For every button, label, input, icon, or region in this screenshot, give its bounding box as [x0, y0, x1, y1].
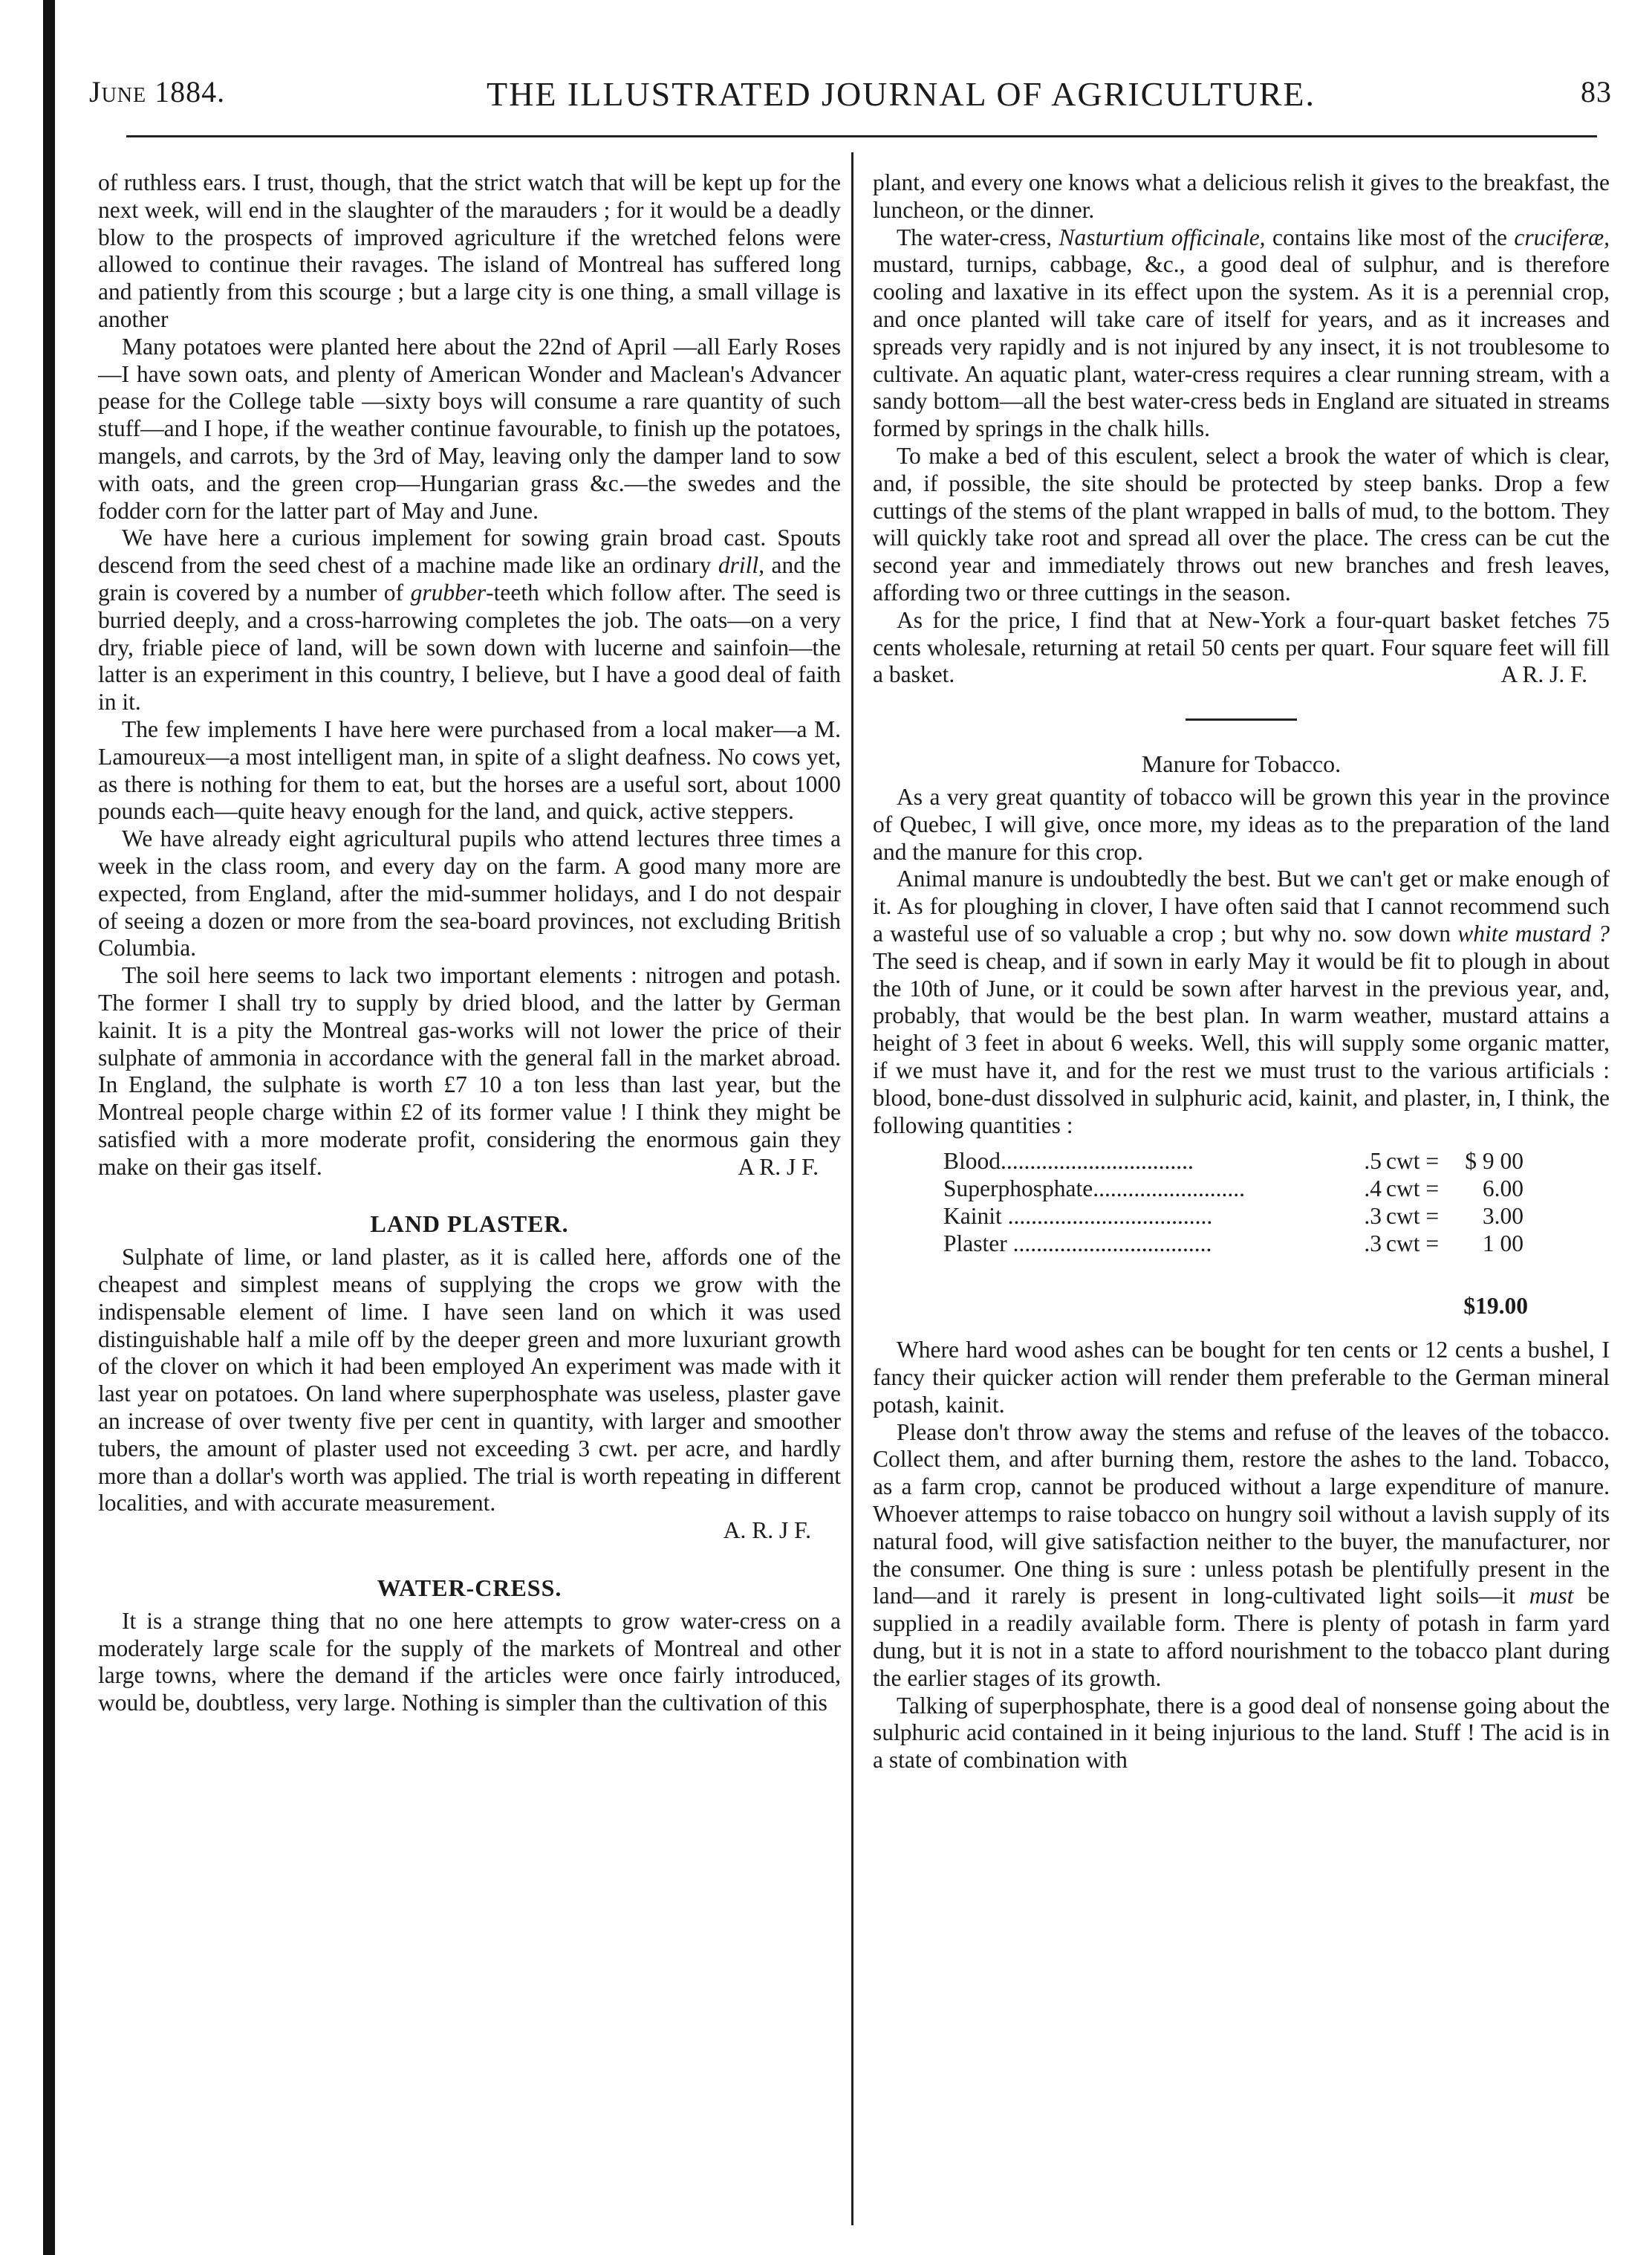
paragraph: Many potatoes were planted here about the 22nd of April —all Early Roses—I have sown oats, and plenty of American Wonder and Maclean's Advancer pease for the College table —sixty boys will consume a rare quantity of such stuff—and I hope, if the weather continue favourable, to finish up the potatoes, mangels, and carrots, by the 3rd of May, leaving only the damper land to sow with oats, and the green crop—Hungarian grass &c.—the swedes and the fodder corn for the latter part of May and June.	[98, 333, 841, 524]
paragraph: Where hard wood ashes can be bought for ten cents or 12 cents a bushel, I fancy their quicker action will render them preferable to the German mineral potash, kainit.	[873, 1337, 1610, 1418]
table-cell-price: 6.00	[1482, 1175, 1523, 1202]
table-cell-qty: .3	[1364, 1230, 1382, 1256]
table-cell-price: 1 00	[1482, 1230, 1523, 1256]
italic-text: cruciferæ,	[1514, 224, 1610, 250]
paragraph: As a very great quantity of tobacco will be grown this year in the province of Quebec, I will give, once more, my ideas as to the preparation of the land and the manure for this crop.	[873, 783, 1610, 865]
paragraph: The few implements I have here were purchased from a local maker—a M. Lamoureux—a most intelligent man, in spite of a slight deafness. No cows yet, as there is nothing for them to eat, but the horses are a useful sort, about 1000 pounds each—quite heavy enough for the land, and quick, active steppers.	[98, 716, 841, 825]
table-cell-item: Superphosphate..........................	[943, 1175, 1245, 1202]
paragraph: Animal manure is undoubtedly the best. But we can't get or make enough of it. As for ploughing in clover, I have often said that I cannot recommend such a wasteful use of so valuable a crop ; but why no. sow down white mustard ? The seed is cheap, and if sown in early May it would be fit to plough in about the 10th of June, or it could be sown after harvest in the previous year, and, probably, that would be the best plan. In warm weather, mustard attains a height of 3 feet in about 6 weeks. Well, this will supply some organic matter, if we must have it, and for the rest we must trust to the various artificials : blood, bone-dust dissolved in sulphuric acid, kainit, and plaster, in, I think, the following quantities :	[873, 866, 1610, 1138]
paragraph: Sulphate of lime, or land plaster, as it is called here, affords one of the cheapest and simplest means of supplying the crops we grow with the indispensable element of lime. I have seen land on which it was used distinguishable half a mile off by the deeper green and more luxuriant growth of the clover on which it had been employed An experiment was made with it last year on potatoes. On land where superphosphate was useless, plaster gave an increase of over twenty five per cent in quantity, with larger and smoother tubers, the amount of plaster used not exceeding 3 cwt. per acre, and hardly more than a dollar's worth was applied. The trial is worth repeating in different localities, and with accurate measurement.	[98, 1244, 841, 1516]
table-cell-price: $ 9 00	[1465, 1148, 1523, 1175]
paragraph: As for the price, I find that at New-York a four-quart basket fetches 75 cents wholesale, returning at retail 50 cents per quart. Four square feet will fill a basket. A R. J. F.	[873, 606, 1610, 688]
paragraph: of ruthless ears. I trust, though, that the strict watch that will be kept up for the next week, will end in the slaughter of the marauders ; for it would be a deadly blow to the prospects of improved agriculture if the wretched felons were allowed to continue their ravages. The island of Montreal has suffered long and patiently from this scourge ; but a large city is one thing, a small village is another	[98, 169, 841, 332]
fertilizer-cost-table	[943, 1148, 1523, 1257]
italic-text: drill,	[718, 552, 764, 579]
paragraph: Please don't throw away the stems and refuse of the leaves of the tobacco. Collect them, and after burning them, restore the ashes to the land. Tobacco, as a farm crop, cannot be produced without a large expenditure of manure. Whoever attemps to raise tobacco on hungry soil without a lavish supply of its natural food, will give satisfaction neither to the buyer, the manufacturer, nor the consumer. One thing is sure : unless potash be plentifully present in the land—and it rarely is present in long-cultivated light soils—it must be supplied in a readily available form. There is plenty of potash in farm yard dung, but it is not in a state to afford nourishment to the tobacco plant during the earlier stages of its growth.	[873, 1418, 1610, 1691]
italic-text: must	[1529, 1583, 1574, 1609]
paragraph: plant, and every one knows what a delicious relish it gives to the breakfast, the luncheon, or the dinner.	[873, 169, 1610, 223]
section-title-water-cress: WATER-CRESS.	[377, 1574, 562, 1602]
section-divider	[1186, 718, 1297, 721]
header-divider	[126, 135, 1597, 137]
table-cell-unit: cwt =	[1386, 1230, 1440, 1256]
column-divider	[851, 152, 853, 2225]
italic-text: white mustard ?	[1457, 920, 1610, 947]
left-column	[98, 169, 841, 1717]
italic-text: grubber	[410, 579, 487, 606]
table-row	[943, 1203, 1523, 1230]
table-cell-qty: .3	[1364, 1202, 1382, 1229]
table-cell-price: 3.00	[1482, 1202, 1523, 1229]
table-cell-qty: .4	[1364, 1175, 1382, 1202]
table-row	[943, 1175, 1523, 1203]
table-cell-item: Plaster ..................................	[943, 1230, 1212, 1256]
table-row	[943, 1230, 1523, 1258]
table-cell-item: Blood.................................	[943, 1148, 1194, 1175]
table-cell-unit: cwt =	[1386, 1148, 1440, 1175]
paragraph: To make a bed of this esculent, select a brook the water of which is clear, and, if possible, the site should be protected by steep banks. Drop a few cuttings of the stems of the plant wrapped in balls of mud, to the bottom. They will quickly take root and spread all over the place. The cress can be cut the second year and immediately throws out new branches and fresh leaves, affording two or three cuttings in the season.	[873, 442, 1610, 606]
author-signature: A. R. J F.	[723, 1517, 811, 1544]
right-column	[873, 169, 1610, 1774]
table-row	[943, 1148, 1523, 1175]
table-cell-unit: cwt =	[1386, 1175, 1440, 1202]
author-signature: A R. J. F.	[1500, 661, 1587, 688]
paragraph: Talking of superphosphate, there is a good deal of nonsense going about the sulphuric acid contained in it being injurious to the land. Stuff ! The acid is in a state of combination with	[873, 1692, 1610, 1774]
table-cell-item: Kainit ...................................	[943, 1202, 1213, 1229]
section-title-manure-for-tobacco: Manure for Tobacco.	[1141, 750, 1342, 778]
paragraph: The soil here seems to lack two important elements : nitrogen and potash. The former I shall try to supply by dried blood, and the latter by German kainit. It is a pity the Montreal gas-works will not lower the price of their sulphate of ammonia in accordance with the general fall in the market abroad. In England, the sulphate is worth £7 10 a ton less than last year, but the Montreal people charge within £2 of its former value ! I think they might be satisfied with a more moderate profit, considering the enormous gain they make on their gas itself. A R. J F.	[98, 962, 841, 1180]
section-title-land-plaster: LAND PLASTER.	[370, 1210, 569, 1238]
italic-text: Nasturtium officinale,	[1058, 224, 1266, 250]
paragraph: We have already eight agricultural pupils who attend lectures three times a week in the class room, and every day on the farm. A good many more are expected, from England, after the mid-summer holidays, and I do not despair of seeing a dozen or more from the sea-board provinces, not excluding British Columbia.	[98, 825, 841, 961]
paragraph: The water-cress, Nasturtium officinale, contains like most of the cruciferæ, mustard, turnips, cabbage, &c., a good deal of sulphur, and is therefore cooling and laxative in its effect upon the system. As it is a perennial crop, and once planted will take care of itself for years, and as it increases and spreads very rapidly and is not injured by any insect, it is not troublesome to cultivate. An aquatic plant, water-cress requires a clear running stream, with a sandy bottom—all the best water-cress beds in England are situated in streams formed by springs in the chalk hills.	[873, 224, 1610, 442]
paragraph: It is a strange thing that no one here attempts to grow water-cress on a moderately large scale for the supply of the markets of Montreal and other large towns, where the demand if the articles were once fairly introduced, would be, doubtless, very large. Nothing is simpler than the cultivation of this	[98, 1607, 841, 1716]
table-total: $19.00	[1463, 1293, 1528, 1320]
table-cell-qty: .5	[1364, 1148, 1382, 1175]
page-binding-edge	[43, 0, 55, 2255]
page-header	[89, 74, 1612, 119]
issue-date: June 1884.	[89, 75, 226, 108]
paragraph: We have here a curious implement for sowing grain broad cast. Spouts descend from the seed chest of a machine made like an ordinary drill, and the grain is covered by a number of grubber-teeth which follow after. The seed is burried deeply, and a cross-harrowing completes the job. The oats—on a very dry, friable piece of land, will be sown down with lucerne and sainfoin—the latter is an experiment in this country, I believe, but I have a good deal of faith in it.	[98, 525, 841, 716]
page-number: 83	[1581, 75, 1612, 108]
table-cell-unit: cwt =	[1386, 1202, 1440, 1229]
journal-title: THE ILLUSTRATED JOURNAL OF AGRICULTURE.	[487, 75, 1316, 113]
author-signature: A R. J F.	[738, 1153, 819, 1180]
